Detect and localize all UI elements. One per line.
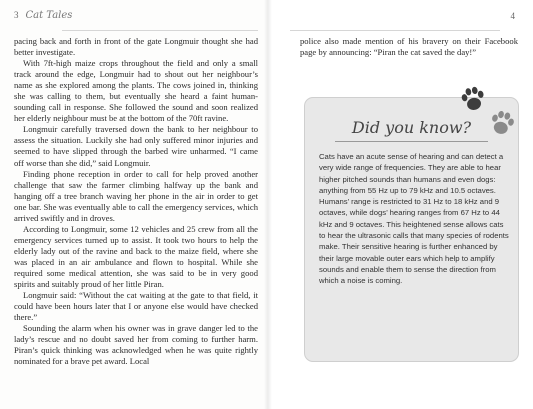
right-header-rule — [290, 30, 500, 31]
paragraph: Finding phone reception in order to call for help proved another challenge that saw the farmer climbing halfway up the bank and hanging off a tree branch waving her phone in the air in order to get one bar. She was eventually able to call the emergency services, which arrived swiftly and in droves. — [14, 168, 258, 223]
paragraph: pacing back and forth in front of the gate Longmuir thought she had better investigate. — [14, 36, 258, 58]
paw-print-icon — [458, 84, 488, 114]
infobox-body: Cats have an acute sense of hearing and can detect a very wide range of frequencies. They are able to hear higher pitched sounds than humans and even dogs: anything from 55 Hz up to 79 kHz and 10.5 octaves. Humans’ range is restricted to 31 Hz to 18 kHz and 9 octaves, while dogs’ hearing ranges from 67 Hz to 44 kHz and 9 octaves. This heightened sense allows cats to hear the ultrasonic calls that many species of rodents make. Their sensitive hearing is further enhanced by their large movable outer ears which help to amplify sounds and enable them to sense the direction from which a noise is coming. — [319, 152, 509, 286]
paragraph: Sounding the alarm when his owner was in grave danger led to the lady’s rescue and no doubt saved her from coming to further harm. Piran’s quick thinking was acknowledged when he was quite rightly nominated for a brave pet award. Local — [14, 323, 258, 367]
infobox-title: Did you know? — [351, 118, 472, 137]
running-title: Cat Tales — [25, 10, 73, 21]
infobox-divider — [335, 141, 488, 142]
paragraph: Longmuir carefully traversed down the bank to her neighbour to assess the situation. Luckily she had only suffered minor injuries and seemed to have slipped through the barbed wire unharmed. “I came off worse than she did,” said Longmuir. — [14, 124, 258, 168]
book-gutter — [264, 0, 272, 409]
paragraph: According to Longmuir, some 12 vehicles and 25 crew from all the emergency services turned up to assist. It took two hours to help the elderly lady out of the ravine and back to the maize field, where she was placed in an air ambulance and flown to hospital. While she required some medical attention, she was said to be in very good spirits and suitably proud of her little Piran. — [14, 223, 258, 290]
paw-print-icon — [487, 108, 517, 138]
left-header-rule — [62, 30, 258, 31]
left-page-number: 3 — [14, 10, 19, 20]
paragraph: police also made mention of his bravery on their Facebook page by announcing: “Piran the cat saved the day!” — [300, 36, 518, 58]
paragraph: Longmuir said: “Without the cat waiting at the gate to that field, it could have been hours later that I or anyone else would have checked there.” — [14, 290, 258, 323]
left-body-text — [14, 36, 258, 367]
paragraph: With 7ft-high maize crops throughout the field and only a small track around the edge, Longmuir had to shout out her neighbour’s name as she explored among the plants. The cows joined in, thinking she was calling to them, but eventually she heard a faint human-sounding call in response. She followed the sound and soon realized her elderly neighbour must be at the bottom of the 70ft ravine. — [14, 58, 258, 124]
right-body-text — [300, 36, 518, 58]
left-page-header — [14, 10, 72, 26]
right-page-number: 4 — [510, 11, 515, 21]
